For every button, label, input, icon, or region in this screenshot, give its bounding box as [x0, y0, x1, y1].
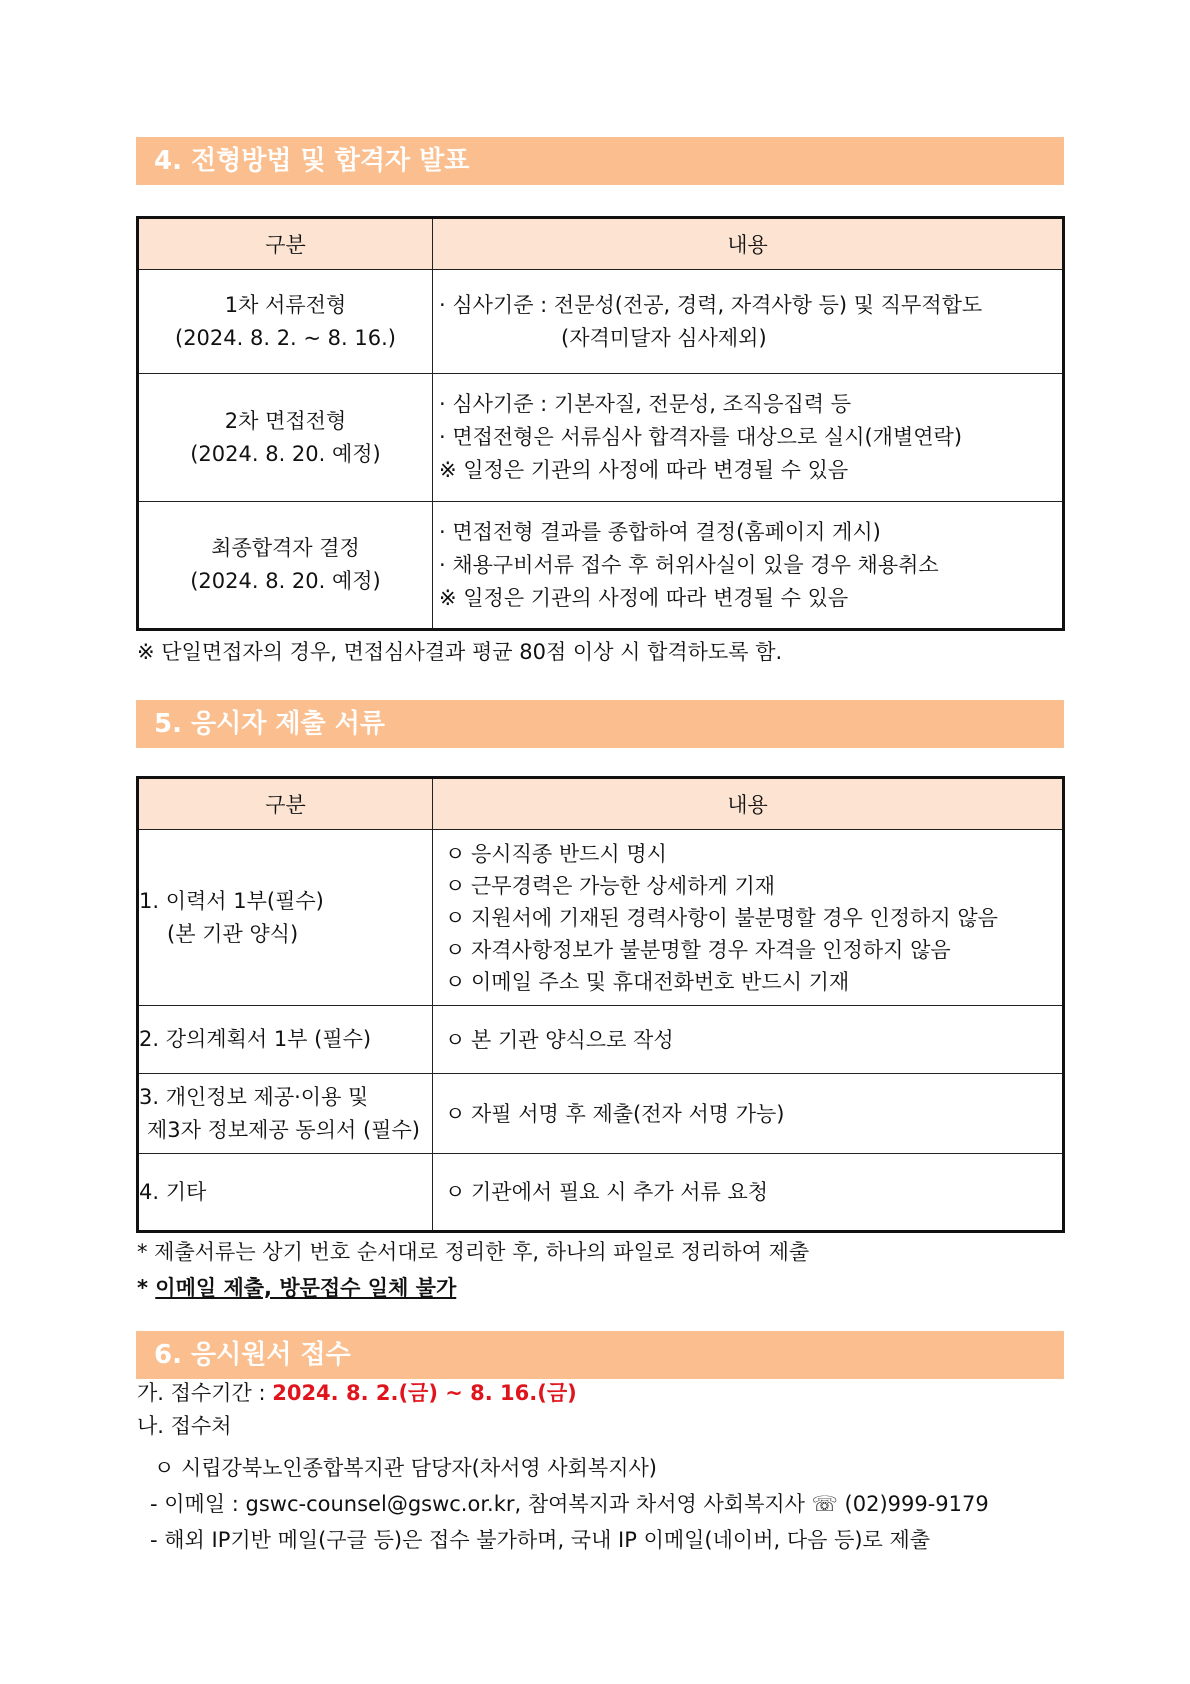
list-item: 근무경력은 가능한 상세하게 기재 — [471, 873, 776, 898]
content-line: · 채용구비서류 접수 후 허위사실이 있을 경우 채용취소 — [439, 552, 939, 577]
bullet-icon: ㅇ — [445, 873, 466, 898]
row-label: 4. 기타 — [139, 1179, 207, 1204]
content-line: ※ 일정은 기관의 사정에 따라 변경될 수 있음 — [439, 585, 849, 610]
list-item: 자격사항정보가 불분명할 경우 자격을 인정하지 않음 — [471, 937, 951, 962]
overseas-ip-note: - 해외 IP기반 메일(구글 등)은 접수 불가하며, 국내 IP 이메일(네이버, 다음 등)로 제출 — [150, 1528, 931, 1552]
section4-title: 4. 전형방법 및 합격자 발표 — [136, 137, 1064, 185]
warning-text: 이메일 제출, 방문접수 일체 불가 — [155, 1276, 457, 1300]
row-date: (2024. 8. 20. 예정) — [190, 569, 381, 593]
bullet-icon: ㅇ — [445, 1180, 466, 1204]
content-line: · 심사기준 : 전문성(전공, 경력, 자격사항 등) 및 직무적합도 — [439, 292, 983, 317]
header-category: 구분 — [138, 778, 433, 830]
section5-note: * 제출서류는 상기 번호 순서대로 정리한 후, 하나의 파일로 정리하여 제출 — [137, 1240, 810, 1264]
section4-note: ※ 단일면접자의 경우, 면접심사결과 평균 80점 이상 시 합격하도록 함. — [137, 640, 783, 664]
list-item: 자필 서명 후 제출(전자 서명 가능) — [471, 1101, 785, 1126]
row-sublabel: (본 기관 양식) — [167, 921, 299, 946]
row-label: 최종합격자 결정 — [211, 536, 360, 560]
row-label: 2. 강의계획서 1부 (필수) — [139, 1027, 372, 1051]
row-label: 1. 이력서 1부(필수) — [139, 888, 324, 913]
row-sublabel: 제3자 정보제공 동의서 (필수) — [147, 1117, 420, 1142]
selection-table — [136, 216, 1065, 631]
table-row — [138, 1006, 1064, 1074]
application-place: ㅇ 시립강북노인종합복지관 담당자(차서영 사회복지사) — [154, 1456, 657, 1480]
period-label: 가. 접수기간 : — [137, 1381, 273, 1405]
section5-warning — [137, 1272, 456, 1302]
table-row — [138, 830, 1064, 1006]
content-line: · 심사기준 : 기본자질, 전문성, 조직응집력 등 — [439, 392, 852, 416]
period-value: 2024. 8. 2.(금) ~ 8. 16.(금) — [272, 1381, 577, 1405]
bullet-icon: ㅇ — [445, 937, 466, 962]
row-date: (2024. 8. 20. 예정) — [190, 441, 381, 466]
bullet-icon: ㅇ — [445, 1027, 466, 1052]
application-period — [137, 1377, 577, 1407]
table-row — [138, 1074, 1064, 1154]
list-item: 이메일 주소 및 휴대전화번호 반드시 기재 — [471, 969, 850, 994]
header-content: 내용 — [433, 218, 1064, 270]
section6-title: 6. 응시원서 접수 — [136, 1331, 1064, 1379]
bullet-icon: ㅇ — [445, 1101, 466, 1126]
row-date: (2024. 8. 2. ~ 8. 16.) — [175, 325, 396, 350]
content-line: · 면접전형 결과를 종합하여 결정(홈페이지 게시) — [439, 519, 881, 544]
header-category: 구분 — [138, 218, 433, 270]
table-row — [138, 374, 1064, 502]
list-item: 지원서에 기재된 경력사항이 불분명할 경우 인정하지 않음 — [471, 905, 998, 930]
table-row — [138, 502, 1064, 630]
documents-table — [136, 776, 1065, 1233]
content-line: (자격미달자 심사제외) — [561, 325, 767, 350]
list-item: 본 기관 양식으로 작성 — [471, 1027, 674, 1052]
table-row — [138, 270, 1064, 374]
list-item: 응시직종 반드시 명시 — [471, 841, 667, 866]
bullet-icon: ㅇ — [445, 905, 466, 930]
warning-prefix: * — [137, 1276, 156, 1300]
contact-email-line: - 이메일 : gswc-counsel@gswc.or.kr, 참여복지과 차서영 사회복지사 ☏ (02)999-9179 — [150, 1492, 989, 1516]
bullet-icon: ㅇ — [445, 969, 466, 994]
content-line: · 면접전형은 서류심사 합격자를 대상으로 실시(개별연락) — [439, 425, 963, 449]
row-label: 3. 개인정보 제공·이용 및 — [139, 1084, 369, 1109]
section5-title: 5. 응시자 제출 서류 — [136, 700, 1064, 748]
row-label: 1차 서류전형 — [224, 292, 347, 317]
list-item: 기관에서 필요 시 추가 서류 요청 — [471, 1180, 769, 1204]
row-label: 2차 면접전형 — [224, 408, 347, 433]
content-line: ※ 일정은 기관의 사정에 따라 변경될 수 있음 — [439, 458, 849, 482]
application-place-label: 나. 접수처 — [137, 1414, 232, 1438]
bullet-icon: ㅇ — [445, 841, 466, 866]
table-row — [138, 1154, 1064, 1232]
header-content: 내용 — [433, 778, 1064, 830]
